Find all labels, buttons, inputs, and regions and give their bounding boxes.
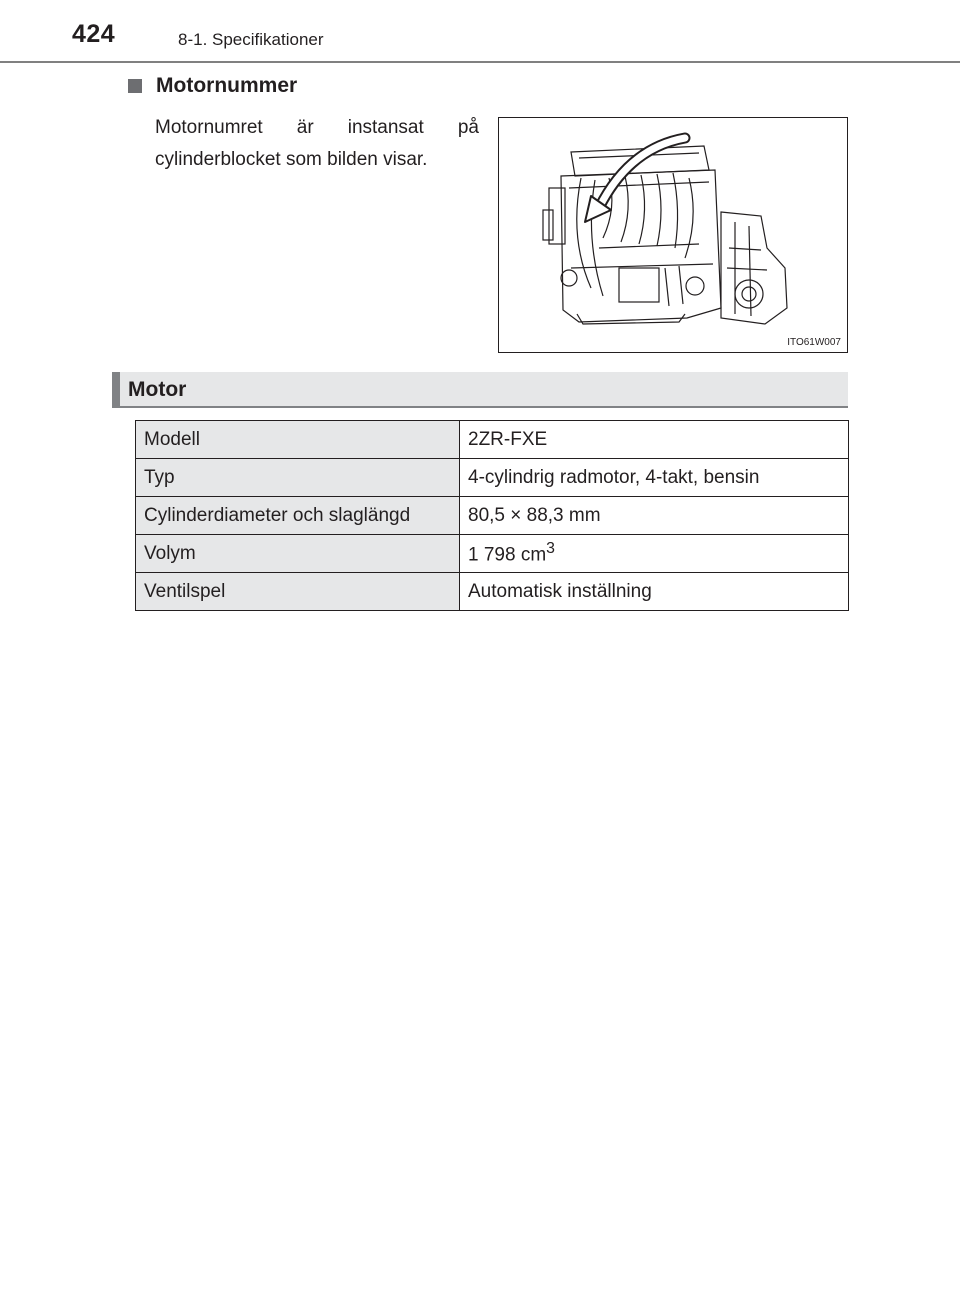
engine-number-description: Motornumret är instansat på cylinderblocket som bilden visar. — [155, 117, 479, 170]
spec-value: Automatisk inställning — [460, 573, 849, 611]
engine-number-heading — [128, 74, 297, 98]
spec-label: Typ — [136, 459, 460, 497]
motor-section-title: Motor — [128, 378, 187, 401]
page-number: 424 — [72, 20, 116, 48]
motor-spec-table — [135, 420, 849, 611]
table-row — [136, 497, 849, 535]
table-row — [136, 421, 849, 459]
table-row — [136, 573, 849, 611]
spec-value: 2ZR-FXE — [460, 421, 849, 459]
section-title: 8-1. Specifikationer — [178, 30, 324, 49]
motor-section-rule — [112, 406, 848, 408]
square-bullet-icon — [128, 79, 142, 93]
table-row — [136, 535, 849, 573]
spec-label: Modell — [136, 421, 460, 459]
spec-label: Ventilspel — [136, 573, 460, 611]
engine-drawing — [499, 118, 847, 352]
engine-illustration — [498, 117, 848, 353]
volume-value: 1 798 cm — [468, 544, 547, 566]
engine-block-drawing — [543, 146, 787, 324]
spec-value: 80,5 × 88,3 mm — [460, 497, 849, 535]
motor-section-header — [112, 372, 848, 408]
engine-number-heading-text: Motornummer — [156, 74, 298, 97]
spec-value — [460, 535, 849, 573]
figure-code: ITO61W007 — [787, 337, 841, 348]
volume-superscript: 3 — [546, 540, 555, 558]
spec-value: 4-cylindrig radmotor, 4-takt, bensin — [460, 459, 849, 497]
table-row — [136, 459, 849, 497]
spec-label: Cylinderdiameter och slaglängd — [136, 497, 460, 535]
motor-section-accent — [112, 372, 120, 408]
header-divider — [0, 61, 960, 63]
spec-label: Volym — [136, 535, 460, 573]
